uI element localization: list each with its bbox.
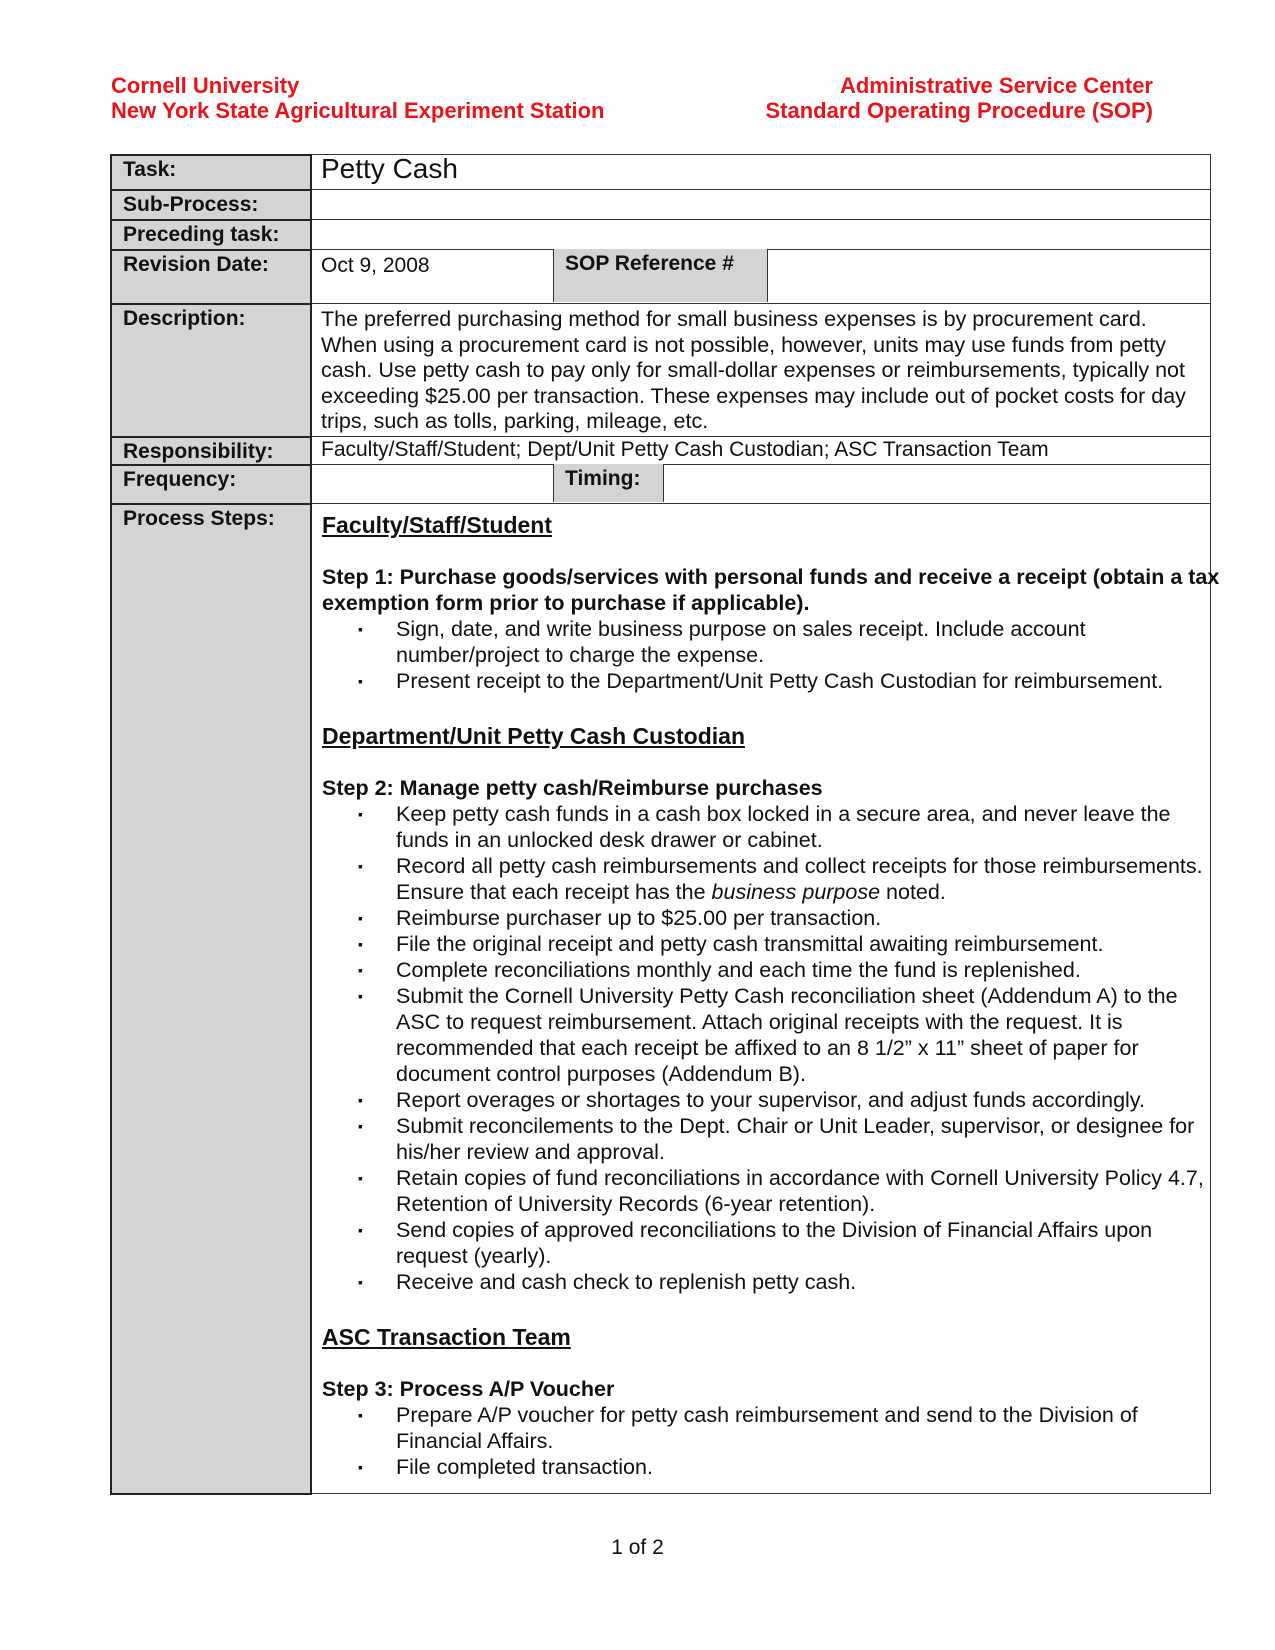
list-item: ▪ Keep petty cash funds in a cash box locked in a secure area, and never leave the funds in an unlocked desk drawer or cabinet.: [322, 801, 1222, 853]
step-3-title: Step 3: Process A/P Voucher: [322, 1377, 615, 1401]
step-2-title: Step 2: Manage petty cash/Reimburse purchases: [322, 776, 823, 800]
list-item: ▪ Submit the Cornell University Petty Cash reconciliation sheet (Addendum A) to the ASC to request reimbursement. Attach original receipts with the request. It is recommended that each receipt be affixed to an 8 1/2” x 11” sheet of paper for document control purposes (Addendum B).: [322, 983, 1222, 1087]
university-name: Cornell University: [111, 73, 300, 98]
section-heading-custodian: Department/Unit Petty Cash Custodian: [322, 723, 745, 749]
list-item: ▪ File the original receipt and petty cash transmittal awaiting reimbursement.: [322, 931, 1222, 957]
header-right: [765, 73, 1153, 123]
description-value: The preferred purchasing method for small business expenses is by procurement card. When using a procurement card is not possible, however, units may use funds from petty cash. Use petty cash to pay only for small-dollar expenses or reimbursements, typically not exceeding $25.00 per transaction. These expenses may include out of pocket costs for day trips, such as tolls, parking, mileage, etc.: [321, 307, 1186, 433]
list-item: ▪ Complete reconciliations monthly and each time the fund is replenished.: [322, 957, 1222, 983]
subprocess-label: Sub-Process:: [110, 189, 312, 221]
row-divider: [310, 503, 1211, 504]
frequency-label: Frequency:: [110, 464, 312, 505]
section-heading-asc: ASC Transaction Team: [322, 1324, 571, 1350]
header-left: [111, 73, 605, 123]
task-label: Task:: [110, 154, 312, 191]
section-heading-faculty: Faculty/Staff/Student: [322, 512, 553, 538]
task-value: Petty Cash: [321, 153, 458, 184]
row-divider: [310, 189, 1211, 190]
list-item: ▪ Send copies of approved reconciliations to the Division of Financial Affairs upon request (yearly).: [322, 1217, 1222, 1269]
description-label: Description:: [110, 303, 312, 438]
sop-title: Standard Operating Procedure (SOP): [765, 98, 1153, 123]
list-item: [322, 853, 1222, 905]
revision-date-value: Oct 9, 2008: [321, 254, 430, 277]
list-item: ▪ File completed transaction.: [322, 1454, 1222, 1480]
list-item: ▪ Present receipt to the Department/Unit Petty Cash Custodian for reimbursement.: [322, 668, 1222, 694]
step-2-list: [322, 801, 1222, 1295]
list-item-text: noted.: [880, 880, 946, 904]
row-divider: [310, 464, 1211, 465]
preceding-task-label: Preceding task:: [110, 219, 312, 251]
station-name: New York State Agricultural Experiment Station: [111, 98, 605, 123]
list-item: ▪ Sign, date, and write business purpose on sales receipt. Include account number/project to charge the expense.: [322, 616, 1222, 668]
list-item: ▪ Prepare A/P voucher for petty cash reimbursement and send to the Division of Financial Affairs.: [322, 1402, 1222, 1454]
responsibility-label: Responsibility:: [110, 436, 312, 466]
row-divider: [310, 303, 1211, 304]
process-steps-content: [322, 510, 1222, 1480]
revision-date-label: Revision Date:: [110, 249, 312, 305]
center-name: Administrative Service Center: [839, 73, 1153, 98]
responsibility-value: Faculty/Staff/Student; Dept/Unit Petty Cash Custodian; ASC Transaction Team: [321, 438, 1049, 461]
list-item: ▪ Reimburse purchaser up to $25.00 per transaction.: [322, 905, 1222, 931]
list-item: ▪ Retain copies of fund reconciliations in accordance with Cornell University Policy 4.7, Retention of University Records (6-year retention).: [322, 1165, 1222, 1217]
list-item: ▪ Report overages or shortages to your supervisor, and adjust funds accordingly.: [322, 1087, 1222, 1113]
process-steps-label: Process Steps:: [110, 503, 312, 1495]
list-item-text: Record all petty cash reimbursements and collect receipts for those reimbursements. Ensure that each receipt has the: [396, 854, 1203, 904]
emphasis-text: business purpose: [711, 880, 881, 904]
step-3-list: [322, 1402, 1222, 1480]
list-item: ▪ Receive and cash check to replenish petty cash.: [322, 1269, 1222, 1295]
list-item: ▪ Submit reconcilements to the Dept. Chair or Unit Leader, supervisor, or designee for his/her review and approval.: [322, 1113, 1222, 1165]
sop-reference-label: SOP Reference #: [553, 249, 768, 302]
page-number: 1 of 2: [611, 1536, 664, 1559]
step-1-list: [322, 616, 1222, 694]
step-1-title: Step 1: Purchase goods/services with personal funds and receive a receipt (obtain a tax exemption form prior to purchase if applicable).: [322, 565, 1220, 615]
row-divider: [310, 219, 1211, 220]
timing-label: Timing:: [553, 464, 664, 502]
